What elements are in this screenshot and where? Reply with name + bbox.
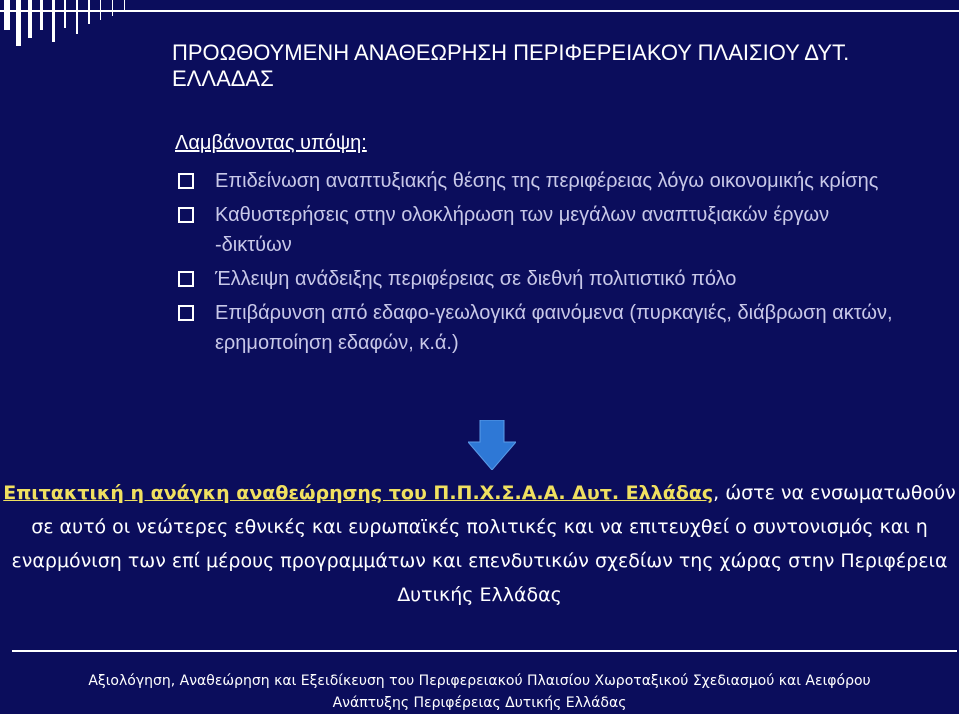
conclusion-paragraph [0, 476, 959, 612]
list-item [178, 264, 898, 294]
footer-line-2: Ανάπτυξης Περιφέρειας Δυτικής Ελλάδας [332, 695, 627, 711]
square-outline-icon [178, 207, 194, 223]
square-outline-icon [178, 305, 194, 321]
conclusion-rest: , ώστε να ενσωματωθούν σε αυτό οι νεώτερες εθνικές και ευρωπαϊκές πολιτικές και να επιτευχθεί ο συντονισμός και η εναρμόνιση των επί μέρους προγραμμάτων και επενδυτικών σχεδίων της χώρας στην Περιφέρεια Δυτικής Ελλάδας [11, 482, 956, 606]
footer [0, 670, 959, 714]
square-outline-icon [178, 271, 194, 287]
slide-title-text: ΠΡΟΩΘΟΥΜΕΝΗ ΑΝΑΘΕΩΡΗΣΗ ΠΕΡΙΦΕΡΕΙΑΚΟΥ ΠΛΑΙΣΙΟΥ ΔΥΤ. ΕΛΛΑΔΑΣ [172, 40, 850, 88]
footer-divider [12, 650, 957, 652]
bullet-text: Καθυστερήσεις στην ολοκλήρωση των μεγάλων αναπτυξιακών έργων -δικτύων [215, 204, 830, 256]
top-divider [0, 10, 959, 12]
footer-line-1: Αξιολόγηση, Αναθεώρηση και Εξειδίκευση του Περιφερειακού Πλαισίου Χωροταξικού Σχεδιασμού και Αειφόρου [88, 673, 871, 689]
bullet-text: Επιδείνωση αναπτυξιακής θέσης της περιφέρειας λόγω οικονομικής κρίσης [215, 170, 879, 192]
decorative-stripes [0, 0, 150, 60]
list-item [178, 166, 898, 196]
bullet-list [178, 166, 898, 362]
list-item [178, 200, 898, 260]
bullet-text: Επιβάρυνση από εδαφο-γεωλογικά φαινόμενα (πυρκαγιές, διάβρωση ακτών, ερημοποίηση εδαφών, κ.ά.) [215, 302, 893, 354]
conclusion-lead: Επιτακτική η ανάγκη αναθεώρησης του Π.Π.Χ.Σ.Α.Α. Δυτ. Ελλάδας [3, 482, 714, 504]
bullet-text: Έλλειψη ανάδειξης περιφέρειας σε διεθνή πολιτιστικό πόλο [215, 268, 737, 290]
intro-heading: Λαμβάνοντας υπόψη: [175, 132, 367, 154]
list-item [178, 298, 898, 358]
slide-title [172, 40, 942, 88]
down-arrow-icon [468, 420, 516, 470]
square-outline-icon [178, 173, 194, 189]
